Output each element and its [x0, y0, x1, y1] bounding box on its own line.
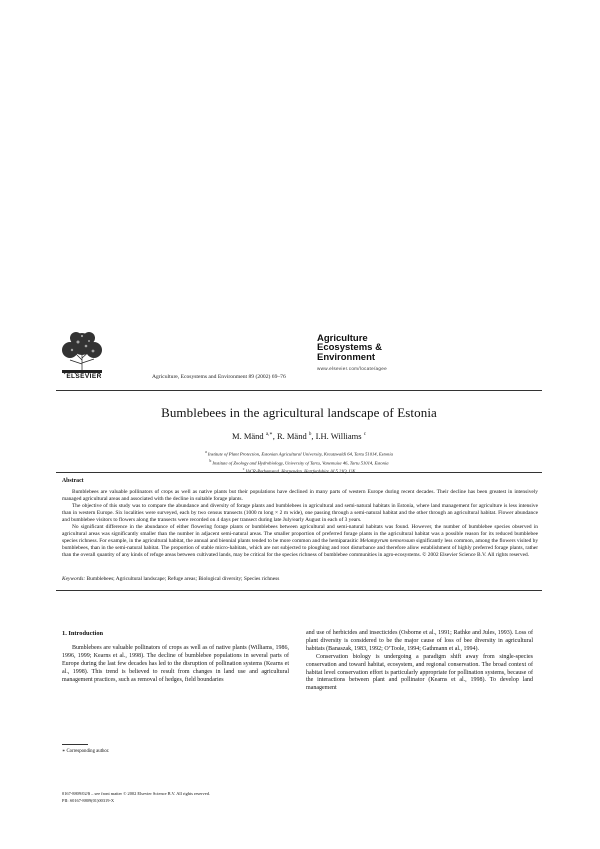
- affiliation: $^c$ IACR-Rothamsted, Harpenden, Hertfordshire AL5 2JQ, UK: [242, 467, 356, 474]
- left-column: [62, 645, 289, 685]
- abstract-body: [62, 489, 538, 559]
- affiliation: $^a$ Institute of Plant Protection, Estonian Agricultural University, Kreutzwaldi 64, Tartu 51014, Estonia: [205, 450, 393, 457]
- journal-name: [317, 334, 407, 362]
- header-rule: [56, 390, 542, 391]
- author-affiliation-mark: b: [308, 432, 312, 438]
- abstract-paragraph: The objective of this study was to compare the abundance and diversity of forage plants and bumblebees in agricultural and semi-natural habitats in Estonia, where land management for agriculture is less intensive than in western Europe. Six localities were surveyed, each by two census transects (1000 m long × 2 m wide), one passing through a semi-natural habitat and the other through an agricultural habitat. Flower abundance and bumblebee visitors to flowers along the transects were recorded on 4 days per transect during late July/early August in each of 3 years.: [62, 503, 538, 524]
- abstract-paragraph: No significant difference in the abundance of either flowering forage plants or bumblebees between agricultural and semi-natural habitats was found. However, the number of bumblebee species observed in agricultural areas was significantly smaller than the number in adjacent semi-natural areas. The smaller proportion of preferred forage plants in the agricultural habitat was a possible reason for its reduced bumblebee species richness. For example, in the agricultural habitat, the annual and biennial plants tended to be more common and the hemiparasitic Melampyrum nemorosum significantly less common, among the flowers visited by bumblebees, than in the semi-natural habitat. The proportion of stable micro-habitats, which are not subjected to ploughing and root disturbance and therefore allow establishment of highly preferred forage plants, rather than the overall quantity of any kinds of refuge areas between cultivated lands, may be critical for the species richness of bumblebee communities in agro-ecosystems. © 2002 Elsevier Science B.V. All rights reserved.: [62, 524, 539, 559]
- journal-name-line: Ecosystems &: [317, 342, 382, 354]
- body-paragraph: and use of herbicides and insecticides (Osborne et al., 1991; Rathke and Jules, 1993). Loss of plant diversity is considered to be the major cause of loss of bee diversity in agricultural habitats (Banaszak, 1983, 1992; O’Toole, 1994; Gathmann et al., 1994).: [306, 630, 533, 652]
- affiliation: $^b$ Institute of Zoology and Hydrobiology, University of Tartu, Vanemuise 46, Tartu 51014, Estonia: [209, 458, 389, 466]
- abstract-top-rule: [56, 472, 542, 473]
- species-name: Melampyrum nemorosum: [359, 538, 415, 545]
- publisher-name: ELSEVIER: [66, 373, 102, 380]
- pii-line: PII: S0167-8809(01)00319-X: [62, 798, 115, 803]
- corresponding-author-footnote: ∗ Corresponding author.: [62, 749, 110, 754]
- keywords-label: Keywords:: [62, 576, 86, 582]
- body-paragraph: Conservation biology is undergoing a paradigm shift away from single-species conservation and toward habitat, ecosystem, and regional conservation. The broad context of habitat level conservation effort is particularly appropriate for pollination systems, because of the interactions between plant and pollinator (Kearns et al., 1998). To develop land management: [306, 653, 533, 692]
- issn-line: 0167-8809/02/$ – see front matter © 2002 Elsevier Science B.V. All rights reserved.: [62, 791, 210, 796]
- footnote-rule: [62, 744, 88, 745]
- author-name: I.H. Williams: [315, 431, 362, 441]
- author-list: M. Mänd $^{a,∗}$, R. Mänd $^b$, I.H. Williams $^c$: [232, 431, 366, 441]
- keywords-list: Bumblebees; Agricultural landscape; Refuge areas; Biological diversity; Species richness: [86, 576, 280, 582]
- author-name: R. Mänd: [276, 431, 307, 441]
- journal-web-address: www.elsevier.com/locate/agee: [317, 366, 387, 371]
- abstract-paragraph: Bumblebees are valuable pollinators of crops as well as native plants but their populations have declined in many parts of western Europe during recent decades. Their decline has been greatest in intensively managed agricultural areas and associated with the decline in suitable forage plants.: [62, 489, 538, 503]
- journal-citation: Agriculture, Ecosystems and Environment 89 (2002) 69–76: [152, 374, 286, 380]
- journal-name-line: Environment: [317, 351, 376, 363]
- author-affiliation-mark: c: [363, 432, 366, 438]
- author-affiliation-mark: a,∗: [265, 432, 273, 438]
- abstract-bottom-rule: [56, 590, 542, 591]
- section-heading: 1. Introduction: [62, 630, 104, 637]
- right-column: [306, 630, 533, 693]
- author-name: M. Mänd: [232, 431, 264, 441]
- keywords: [62, 576, 538, 582]
- body-paragraph: Bumblebees are valuable pollinators of crops as well as of native plants (Williams, 1986, 1996, 1999; Kearns et al., 1998). The decline of bumblebee populations in several parts of Europe during the last few decades has led to the disruption of pollination systems (Kearns et al., 1998). This trend is believed to result from changes in land use and agricultural management practices, such as removal of hedges, field boundaries: [62, 645, 289, 683]
- affiliations: [56, 449, 542, 475]
- abstract-heading: Abstract: [62, 478, 84, 484]
- front-matter-info: [62, 790, 210, 804]
- article-title: Bumblebees in the agricultural landscape of Estonia: [161, 405, 437, 420]
- journal-name-line: Agriculture: [317, 333, 368, 344]
